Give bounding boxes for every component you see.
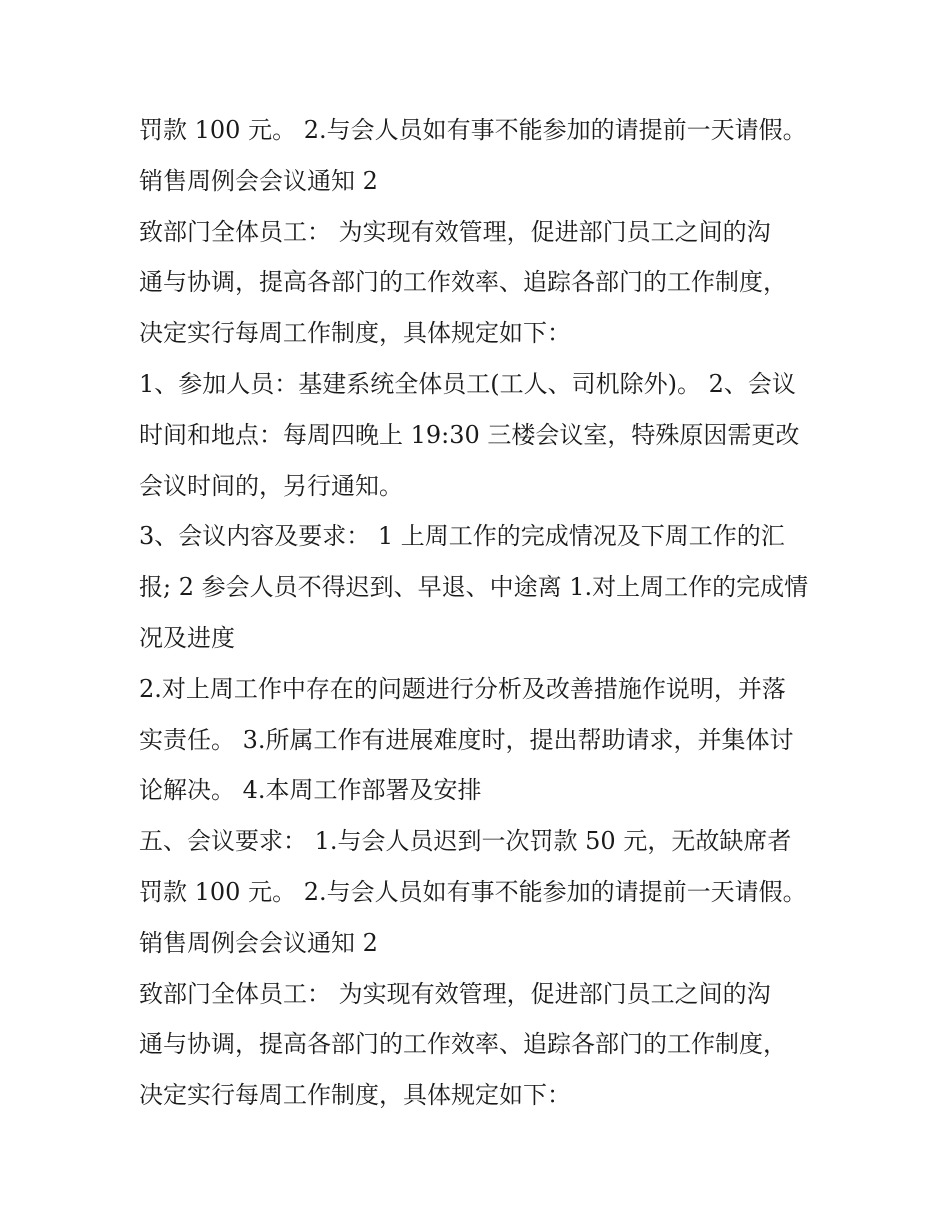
text-line: 会议时间的，另行通知。	[139, 471, 403, 500]
text-line: 2.对上周工作中存在的问题进行分析及改善措施作说明，并落	[139, 674, 786, 703]
text-line: 罚款 100 元。 2.与会人员如有事不能参加的请提前一天请假。	[139, 877, 807, 906]
text-line: 报; 2 参会人员不得迟到、早退、中途离 1.对上周工作的完成情	[139, 573, 809, 602]
text-line: 通与协调，提高各部门的工作效率、追踪各部门的工作制度，	[139, 268, 787, 297]
text-line: 五、会议要求： 1.与会人员迟到一次罚款 50 元，无故缺席者	[139, 827, 792, 856]
section-heading: 销售周例会会议通知 2	[139, 166, 378, 195]
text-line: 罚款 100 元。 2.与会人员如有事不能参加的请提前一天请假。	[139, 116, 807, 144]
text-line: 致部门全体员工： 为实现有效管理，促进部门员工之间的沟	[139, 217, 771, 246]
text-line: 决定实行每周工作制度，具体规定如下：	[139, 1081, 571, 1110]
text-line: 决定实行每周工作制度，具体规定如下：	[139, 319, 571, 348]
section-heading: 销售周例会会议通知 2	[139, 928, 378, 957]
document-body	[139, 105, 819, 1121]
text-line: 时间和地点：每周四晚上 19:30 三楼会议室，特殊原因需更改	[139, 420, 800, 449]
text-line: 1、参加人员：基建系统全体员工(工人、司机除外)。 2、会议	[139, 369, 796, 398]
text-line: 3、会议内容及要求： 1 上周工作的完成情况及下周工作的汇	[139, 522, 785, 551]
text-line: 论解决。 4.本周工作部署及安排	[139, 776, 482, 805]
text-line: 实责任。 3.所属工作有进展难度时，提出帮助请求，并集体讨	[139, 725, 794, 754]
text-line: 况及进度	[139, 623, 235, 652]
text-line: 致部门全体员工： 为实现有效管理，促进部门员工之间的沟	[139, 979, 771, 1008]
text-line: 通与协调，提高各部门的工作效率、追踪各部门的工作制度，	[139, 1030, 787, 1059]
